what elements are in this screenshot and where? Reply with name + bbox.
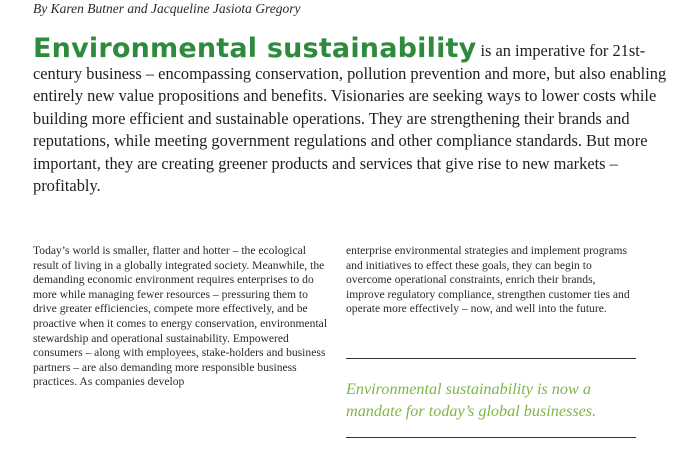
- body-column-left: Today’s world is smaller, flatter and hotter – the ecological result of living in a globally integrated society. Meanwhile, the demanding economic environment requires enterprises to do more while managing fewer resources – pressuring them to drive greater efficiencies, compete more effectively, and be proactive when it comes to energy conservation, environmental stewardship and operational sustainability. Empowered consumers – along with employees, stake-holders and business partners – are also demanding more responsible business practices. As companies develop: [33, 244, 328, 389]
- byline: By Karen Butner and Jacqueline Jasiota Gregory: [33, 1, 301, 16]
- lead-text: is an imperative for 21st-century business – encompassing conservation, pollution prevention and more, but also enabling entirely new value propositions and benefits. Visionaries are seeking ways to lower costs while building more efficient and sustainable operations. They are strengthening their brands and reputations, while meeting government regulations and other compliance standards. But more important, they are creating greener products and services that give rise to new markets – profitably.: [33, 41, 667, 195]
- body-column-right: enterprise environmental strategies and implement programs and initiatives to effect these goals, they can begin to overcome operational constraints, enrich their brands, improve regulatory compliance, strengthen customer ties and operate more effectively – now, and well into the future.: [346, 244, 630, 316]
- pull-quote: Environmental sustainability is now a mandate for today’s global businesses.: [346, 380, 597, 420]
- pullquote-top-rule: [346, 358, 636, 359]
- lead-paragraph: [33, 33, 673, 198]
- lead-keyword: Environmental sustainability: [33, 33, 477, 64]
- pullquote-bottom-rule: [346, 437, 636, 438]
